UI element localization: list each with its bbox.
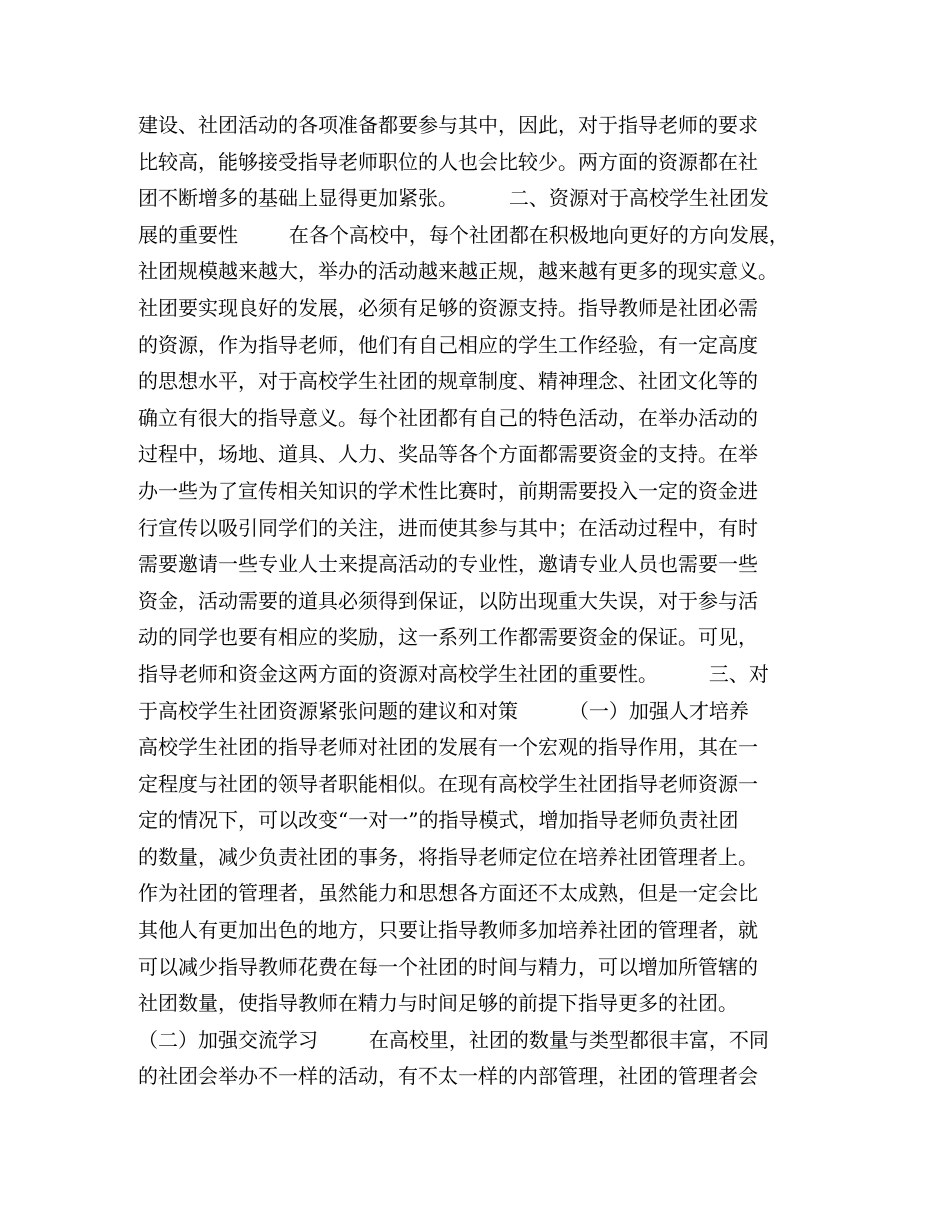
text-line: 动的同学也要有相应的奖励，这一系列工作都需要资金的保证。可见， [138,625,758,650]
text-line: 过程中，场地、道具、人力、奖品等各个方面都需要资金的支持。在举 [138,442,758,467]
text-line: 可以减少指导教师花费在每一个社团的时间与精力，可以增加所管辖的 [138,954,758,979]
text-line: 确立有很大的指导意义。每个社团都有自己的特色活动，在举办活动的 [138,405,758,430]
text-line: 比较高，能够接受指导老师职位的人也会比较少。两方面的资源都在社 [138,149,758,174]
text-line: 建设、社团活动的各项准备都要参与其中，因此，对于指导老师的要求 [138,113,758,137]
text-line: 办一些为了宣传相关知识的学术性比赛时，前期需要投入一定的资金进 [138,478,758,503]
text-line: 的数量，减少负责社团的事务，将指导老师定位在培养社团管理者上。 [138,844,758,869]
text-line: 团不断增多的基础上显得更加紧张。 二、资源对于高校学生社团发 [138,186,769,211]
text-line: 社团要实现良好的发展，必须有足够的资源支持。指导教师是社团必需 [138,295,758,320]
text-line: 资金，活动需要的道具必须得到保证，以防出现重大失误，对于参与活 [138,588,758,613]
text-line: 其他人有更加出色的地方，只要让指导教师多加培养社团的管理者，就 [138,918,758,943]
body-text [138,107,828,1095]
text-line: 的资源，作为指导老师，他们有自己相应的学生工作经验，有一定高度 [138,332,758,357]
text-line: 定程度与社团的领导者职能相似。在现有高校学生社团指导老师资源一 [138,771,758,796]
text-line: 定的情况下，可以改变“一对一”的指导模式，增加指导老师负责社团 [138,808,739,833]
text-line: 需要邀请一些专业人士来提高活动的专业性，邀请专业人员也需要一些 [138,552,758,577]
text-line: 行宣传以吸引同学们的关注，进而使其参与其中；在活动过程中，有时 [138,515,758,540]
text-line: 指导老师和资金这两方面的资源对高校学生社团的重要性。 三、对 [138,661,769,686]
text-line: 社团规模越来越大，举办的活动越来越正规，越来越有更多的现实意义。 [138,259,778,284]
text-line: 的社团会举办不一样的活动，有不太一样的内部管理，社团的管理者会 [138,1064,758,1089]
text-line: 作为社团的管理者，虽然能力和思想各方面还不太成熟，但是一定会比 [138,881,758,906]
text-line: 高校学生社团的指导老师对社团的发展有一个宏观的指导作用，其在一 [138,735,758,760]
text-line: 于高校学生社团资源紧张问题的建议和对策 （一）加强人才培养 [138,698,749,723]
text-line: （二）加强交流学习 在高校里，社团的数量与类型都很丰富，不同 [138,1027,769,1052]
text-line: 社团数量，使指导教师在精力与时间足够的前提下指导更多的社团。 [138,991,738,1016]
text-line: 的思想水平，对于高校学生社团的规章制度、精神理念、社团文化等的 [138,369,758,394]
text-line: 展的重要性 在各个高校中，每个社团都在积极地向更好的方向发展， [138,222,789,247]
